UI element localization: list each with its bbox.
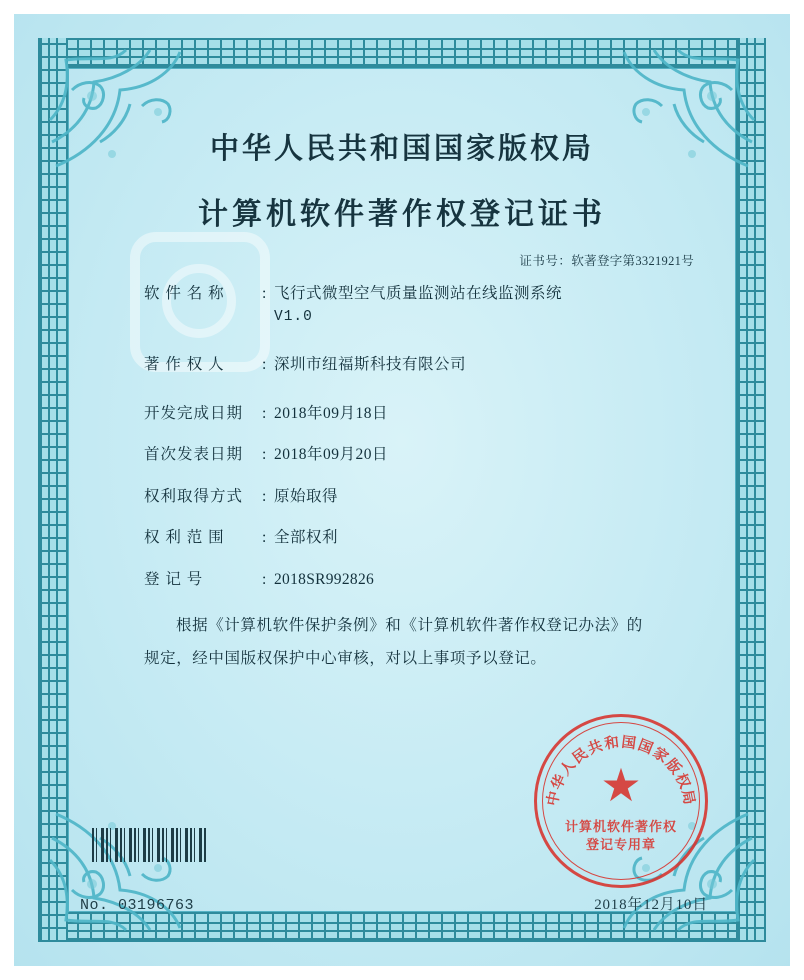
field-value-text: 飞行式微型空气质量监测站在线监测系统 — [274, 284, 563, 302]
field-value: 2018SR992826 — [274, 570, 375, 588]
field-value: 原始取得 — [274, 487, 339, 505]
field-value: 2018年09月20日 — [274, 446, 389, 464]
certificate-number-value: 软著登字第3321921号 — [571, 253, 694, 268]
statement-line-2: 规定，经中国版权保护中心审核，对以上事项予以登记。 — [144, 649, 547, 667]
svg-text:中华人民共和国国家版权局: 中华人民共和国国家版权局 — [544, 734, 698, 808]
field-value: 深圳市纽福斯科技有限公司 — [274, 356, 467, 374]
certificate-number-label: 证书号： — [519, 253, 572, 268]
issuer-title: 中华人民共和国国家版权局 — [209, 133, 594, 165]
barcode — [92, 828, 206, 862]
official-seal — [534, 714, 708, 888]
field-label: 软 件 名 称 — [144, 284, 225, 302]
field-label: 著 作 权 人 — [144, 356, 225, 374]
field-row-acquisition-method — [144, 486, 704, 508]
issue-date: 2018年12月10日 — [594, 897, 708, 913]
field-label: 登 记 号 — [144, 570, 204, 588]
field-value: 2018年09月18日 — [274, 404, 389, 422]
field-colon: : — [262, 570, 267, 588]
serial-number: No. 03196763 — [80, 897, 195, 914]
field-colon: : — [262, 529, 267, 547]
field-colon: : — [262, 284, 267, 302]
field-label: 权利取得方式 — [144, 487, 244, 505]
field-row-copyright-owner — [144, 354, 704, 376]
field-label: 权 利 范 围 — [144, 529, 225, 547]
field-row-software-name — [144, 283, 704, 328]
field-list — [100, 283, 704, 591]
field-colon: : — [262, 356, 267, 374]
field-label: 开发完成日期 — [144, 404, 244, 422]
legal-statement — [100, 610, 704, 675]
seal-text — [537, 818, 705, 853]
seal-text-line-1: 计算机软件著作权 — [564, 819, 677, 834]
field-value: 全部权利 — [274, 529, 339, 547]
field-row-registration-number — [144, 569, 704, 591]
field-label: 首次发表日期 — [144, 446, 244, 464]
field-colon: : — [262, 487, 267, 505]
field-value — [274, 283, 704, 328]
seal-star-icon: ★ — [600, 760, 642, 811]
field-row-rights-scope — [144, 527, 704, 549]
statement-line-1: 根据《计算机软件保护条例》和《计算机软件著作权登记办法》的 — [176, 617, 643, 635]
certificate-number — [100, 251, 704, 269]
seal-text-line-2: 登记专用章 — [585, 836, 656, 852]
field-row-first-publication-date — [144, 444, 704, 466]
field-row-development-date — [144, 403, 704, 425]
field-value-version: V1.0 — [274, 309, 313, 326]
field-colon: : — [262, 404, 267, 422]
page-title: 计算机软件著作权登记证书 — [198, 197, 606, 231]
field-colon: : — [262, 446, 267, 464]
